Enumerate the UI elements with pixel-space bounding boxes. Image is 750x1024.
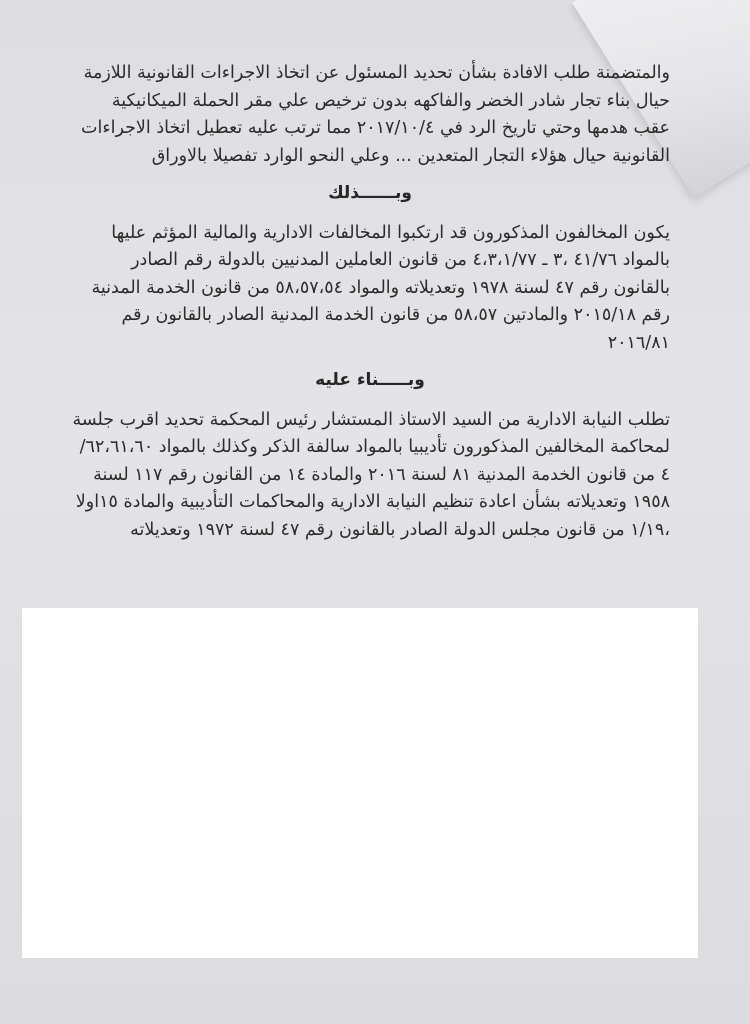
paragraph-violations: يكون المخالفون المذكورون قد ارتكبوا المخالفات الادارية والمالية المؤثم عليها بالمواد ٤١/٧٦ ،٣ ـ ٤،٣،١/٧٧ من قانون العاملين المدنيين بالدولة رقم الصادر بالقانون رقم ٤٧ لسنة ١٩٧٨ وتعديلاته والمواد ٥٨،٥٧،٥٤ من قانون الخدمة المدنية رقم ٢٠١٥/١٨ والمادتين ٥٨،٥٧ من قانون الخدمة المدنية الصادر بالقانون رقم ٢٠١٦/٨١ [91, 222, 670, 353]
document-body [70, 60, 670, 544]
redaction-box [22, 608, 698, 958]
heading-therefore: وبــــــذلك [328, 183, 412, 203]
paragraph-request: تطلب النيابة الادارية من السيد الاستاذ المستشار رئيس المحكمة تحديد اقرب جلسة لمحاكمة المخالفين المذكورون تأديبيا بالمواد سالفة الذكر وكذلك بالمواد ٦٢،٦١،٦٠/ ٤ من قانون الخدمة المدنية ٨١ لسنة ٢٠١٦ والمادة ١٤ من القانون رقم ١١٧ لسنة ١٩٥٨ وتعديلاته بشأن اعادة تنظيم النيابة الادارية والمحاكمات التأديبية والمادة ١٥اولا ،١/١٩ من قانون مجلس الدولة الصادر بالقانون رقم ٤٧ لسنة ١٩٧٢ وتعديلاته [72, 409, 670, 540]
paragraph-allegation: والمتضمنة طلب الافادة بشأن تحديد المسئول عن اتخاذ الاجراءات القانونية اللازمة حيال بناء تجار شادر الخضر والفاكهه بدون ترخيص علي مقر الحملة الميكانيكية عقب هدمها وحتي تاريخ الرد في ٢٠١٧/١٠/٤ مما ترتب عليه تعطيل اتخاذ الاجراءات القانونية حيال هؤلاء التجار المتعدين ... وعلي النحو الوارد تفصيلا بالاوراق [81, 63, 670, 166]
heading-accordingly: وبـــــناء عليه [315, 370, 425, 390]
